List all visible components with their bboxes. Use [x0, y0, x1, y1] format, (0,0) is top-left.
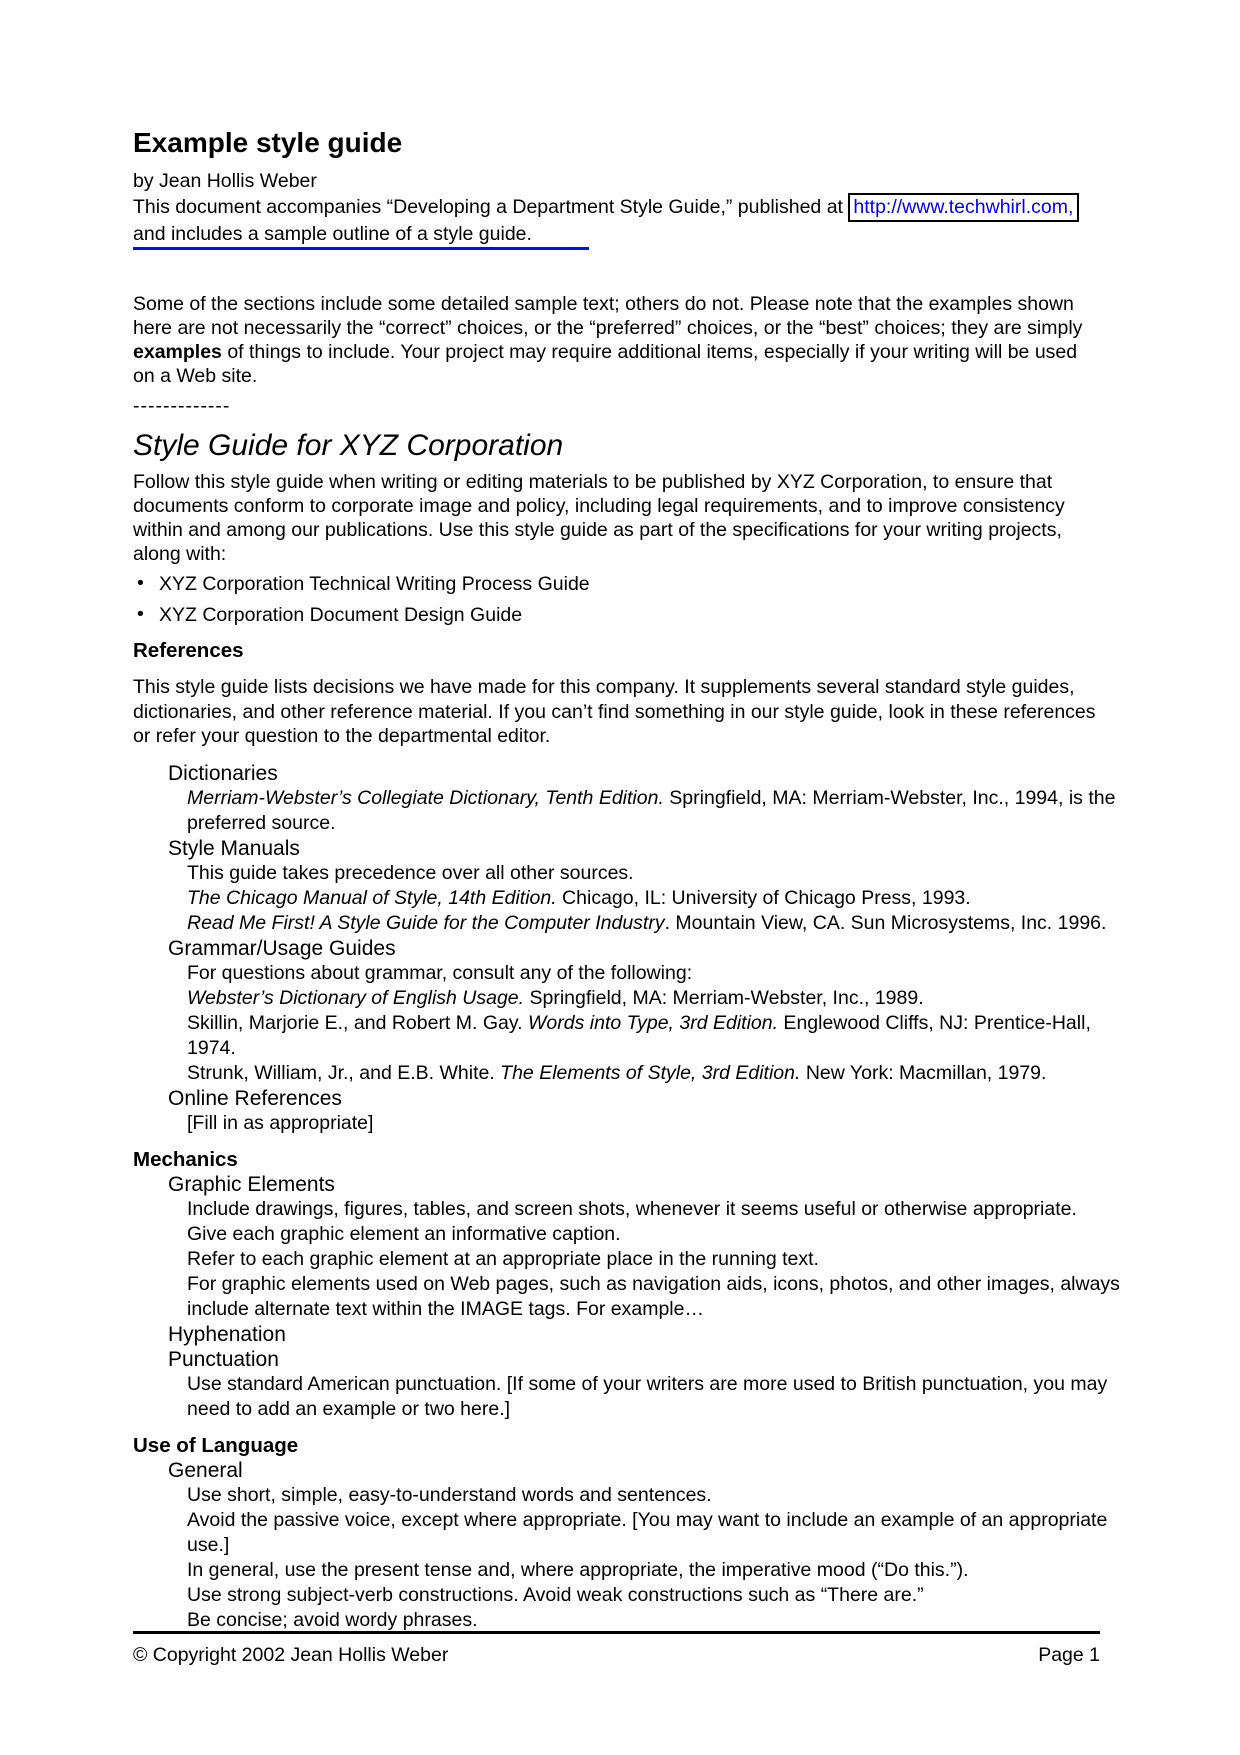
reference-entry — [133, 786, 1122, 836]
subsection-heading: Grammar/Usage Guides — [168, 936, 396, 960]
reference-text: Strunk, William, Jr., and E.B. White. — [187, 1061, 501, 1084]
note-text-2: of things to include. Your project may require additional items, especially if your writing will be used on a Web site. — [133, 341, 1078, 387]
reference-text: Chicago, IL: University of Chicago Press, 1993. — [556, 886, 971, 909]
reference-entry — [133, 1197, 1122, 1247]
reference-text: [Fill in as appropriate] — [187, 1111, 374, 1134]
reference-entry — [133, 886, 1122, 911]
reference-text: This guide takes precedence over all other sources. — [187, 861, 634, 884]
reference-title: The Chicago Manual of Style, 14th Edition. — [187, 886, 557, 909]
reference-text: Refer to each graphic element at an appropriate place in the running text. — [187, 1247, 819, 1270]
reference-text: New York: Macmillan, 1979. — [800, 1061, 1047, 1084]
subsection-heading: Punctuation — [168, 1347, 279, 1371]
page-footer — [133, 1631, 1100, 1667]
subsection-heading: Hyphenation — [168, 1322, 286, 1346]
reference-entry — [133, 1011, 1122, 1061]
reference-entry — [133, 1583, 1122, 1608]
reference-text: Springfield, MA: Merriam-Webster, Inc., 1989. — [524, 986, 924, 1009]
reference-entry — [133, 1247, 1122, 1272]
reference-entry — [133, 1608, 1122, 1633]
section-heading: Use of Language — [133, 1433, 299, 1457]
reference-entry — [133, 911, 1122, 936]
copyright-text: © Copyright 2002 Jean Hollis Weber — [133, 1644, 449, 1666]
intro-text: This document accompanies “Developing a Department Style Guide,” published at — [133, 196, 849, 218]
reference-entry — [133, 861, 1122, 886]
reference-entry — [133, 1111, 1122, 1136]
bullet-item — [133, 572, 1100, 596]
note-paragraph — [133, 292, 1100, 388]
reference-text: Use short, simple, easy-to-understand words and sentences. — [187, 1483, 712, 1506]
link-trailing-comma: , — [1067, 196, 1074, 218]
section-intro: This style guide lists decisions we have made for this company. It supplements several standard style guides, dictionaries, and other reference material. If you can’t find something in our style guide, look in these references or refer your question to the departmental editor. — [133, 676, 1096, 747]
section-heading: References — [133, 639, 244, 662]
note-text-1: Some of the sections include some detailed sample text; others do not. Please note that the examples shown here are not necessarily the “correct” choices, or the “preferred” choices, or the “best” choices; they are simply — [133, 293, 1083, 339]
note-bold-word: examples — [133, 341, 222, 363]
hyperlink-field-box — [848, 193, 1079, 222]
reference-entry — [133, 1372, 1122, 1422]
reference-text: For graphic elements used on Web pages, such as navigation aids, icons, photos, and other images, always include alternate text within the IMAGE tags. For example… — [187, 1272, 1120, 1320]
reference-entry — [133, 1558, 1122, 1583]
style-guide-intro: Follow this style guide when writing or editing materials to be published by XYZ Corporation, to ensure that documents conform to corporate image and policy, including legal requirements, and to improve consistency within and among our publications. Use this style guide as part of the specifications for your writing projects, along with: — [133, 471, 1065, 565]
reference-text: Use strong subject-verb constructions. Avoid weak constructions such as “There are.” — [187, 1583, 924, 1606]
bullet-icon: • — [137, 572, 144, 594]
reference-text: Skillin, Marjorie E., and Robert M. Gay. — [187, 1011, 529, 1034]
sections — [133, 638, 1120, 1633]
reference-text: Use standard American punctuation. [If some of your writers are more used to British punctuation, you may need to add an example or two here.] — [187, 1372, 1108, 1420]
bullet-label: XYZ Corporation Technical Writing Process Guide — [159, 573, 590, 595]
subsection-heading: Style Manuals — [168, 836, 300, 860]
page-title: Example style guide — [133, 127, 403, 158]
reference-text: Include drawings, figures, tables, and screen shots, whenever it seems useful or otherwise appropriate. Give each graphic element an informative caption. — [187, 1197, 1077, 1245]
subsection-heading: Online References — [168, 1086, 342, 1110]
reference-text: For questions about grammar, consult any of the following: — [187, 961, 693, 984]
subsection-heading: General — [168, 1458, 243, 1482]
reference-entry — [133, 1061, 1122, 1086]
reference-title: Webster’s Dictionary of English Usage. — [187, 986, 525, 1009]
reference-title: The Elements of Style, 3rd Edition. — [500, 1061, 801, 1084]
subsection-heading: Dictionaries — [168, 761, 278, 785]
reference-title: Merriam-Webster’s Collegiate Dictionary, Tenth Edition. — [187, 786, 664, 809]
reference-title: Words into Type, 3rd Edition. — [528, 1011, 779, 1034]
reference-text: Be concise; avoid wordy phrases. — [187, 1608, 478, 1631]
techwhirl-link[interactable]: http://www.techwhirl.com — [853, 196, 1068, 218]
bullet-item — [133, 603, 1100, 627]
guide-bullet-list — [133, 572, 1100, 627]
underlined-link-text[interactable]: and includes a sample outline of a style guide. — [133, 222, 589, 250]
page-number: Page 1 — [1038, 1644, 1100, 1666]
reference-text: Springfield, MA: Merriam-Webster, Inc., 1994, is the preferred source. — [187, 786, 1116, 834]
reference-entry — [133, 961, 1122, 986]
reference-title: Read Me First! A Style Guide for the Computer Industry — [187, 911, 665, 934]
reference-text: In general, use the present tense and, where appropriate, the imperative mood (“Do this.”). — [187, 1558, 969, 1581]
reference-text: Avoid the passive voice, except where appropriate. [You may want to include an example of an appropriate use.] — [187, 1508, 1108, 1556]
bullet-icon: • — [137, 603, 144, 625]
divider-dashes: ------------- — [133, 395, 231, 417]
byline: by Jean Hollis Weber — [133, 170, 317, 192]
reference-text: Englewood Cliffs, NJ: Prentice-Hall, 1974. — [187, 1011, 1091, 1059]
reference-entry — [133, 1508, 1122, 1558]
reference-entry — [133, 1272, 1122, 1322]
reference-entry — [133, 1483, 1122, 1508]
reference-text: . Mountain View, CA. Sun Microsystems, Inc. 1996. — [664, 911, 1107, 934]
intro-paragraph-line2 — [133, 222, 1100, 250]
intro-paragraph-line1 — [133, 193, 1100, 222]
reference-entry — [133, 986, 1122, 1011]
subsection-heading: Graphic Elements — [168, 1172, 335, 1196]
style-guide-heading: Style Guide for XYZ Corporation — [133, 429, 564, 462]
section-heading: Mechanics — [133, 1147, 238, 1171]
bullet-label: XYZ Corporation Document Design Guide — [159, 604, 523, 626]
